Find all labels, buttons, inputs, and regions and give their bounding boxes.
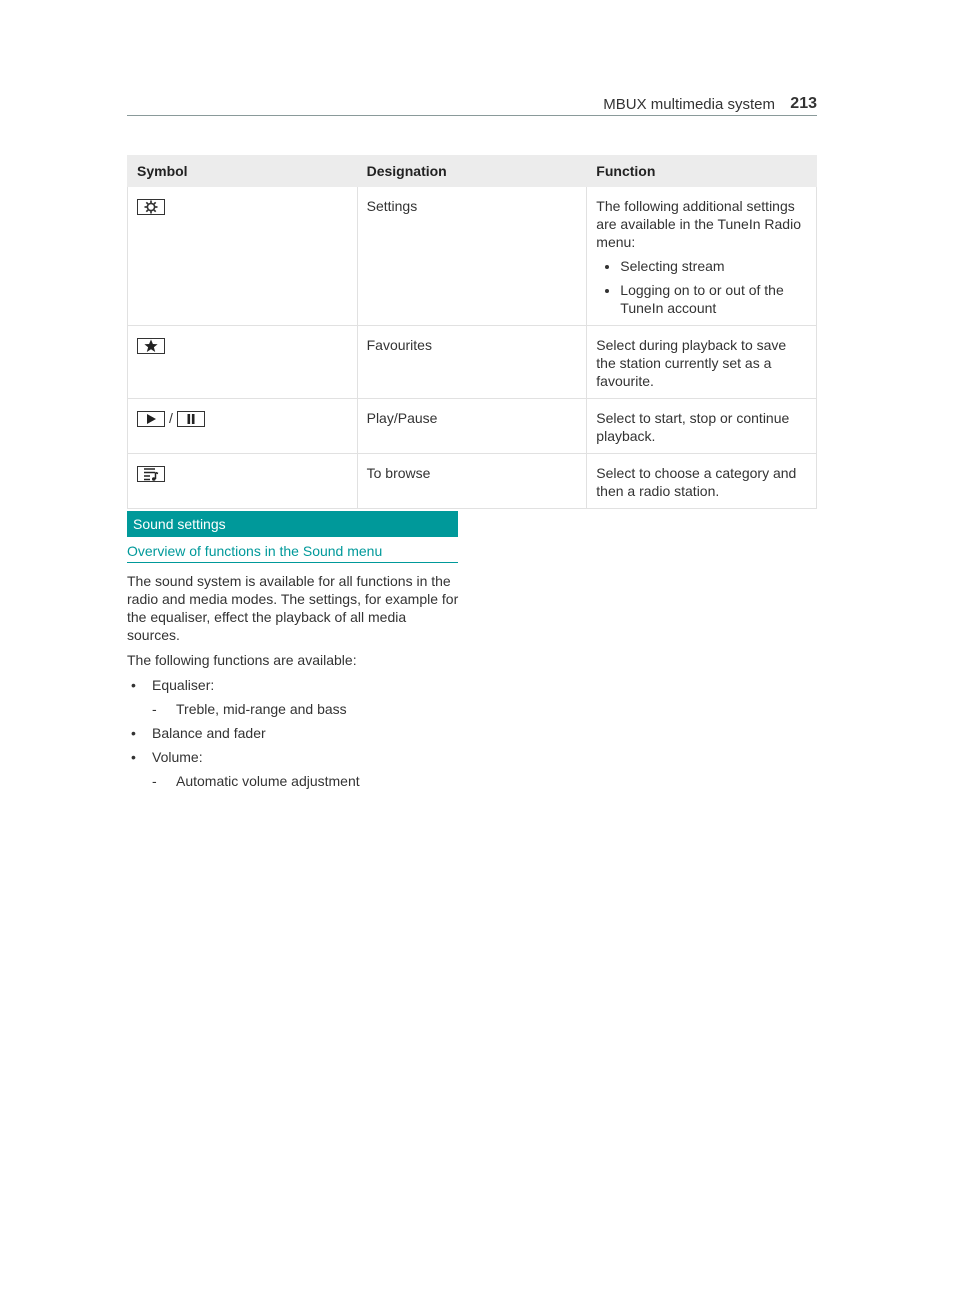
header-rule	[127, 115, 817, 116]
sound-settings-body	[127, 572, 462, 796]
function-text: The following additional settings are available in the TuneIn Radio menu:	[596, 198, 801, 250]
symbol-separator: /	[169, 410, 173, 426]
subheading: Overview of functions in the Sound menu	[127, 543, 458, 563]
sub-list-item	[127, 700, 462, 718]
bullet-glyph: •	[131, 725, 136, 741]
bullet-glyph: •	[131, 749, 136, 765]
intro-paragraph: The sound system is available for all functions in the radio and media modes. The settings, for example for the equaliser, effect the playback of all media sources.	[127, 573, 459, 643]
symbol-cell	[128, 454, 358, 509]
function-cell: Select to start, stop or continue playback.	[587, 399, 817, 454]
list-intro: The following functions are available:	[127, 652, 357, 668]
sub-list-item-label: Treble, mid-range and bass	[176, 701, 347, 717]
list-item	[127, 724, 462, 742]
list-item-label: Volume:	[152, 749, 203, 765]
sub-list-item-label: Automatic volume adjustment	[176, 773, 360, 789]
table-row	[128, 187, 817, 326]
symbol-cell	[128, 326, 358, 399]
sub-list-item	[127, 772, 462, 790]
symbol-table	[127, 155, 817, 509]
list-item: • Selecting stream	[620, 257, 807, 275]
function-cell: Select during playback to save the station currently set as a favourite.	[587, 326, 817, 399]
table-row	[128, 454, 817, 509]
table-row	[128, 326, 817, 399]
favourite-star-icon	[137, 338, 165, 354]
bullet-glyph: •	[131, 677, 136, 693]
play-icon	[137, 411, 165, 427]
browse-list-icon	[137, 466, 165, 482]
list-item: • Logging on to or out of the TuneIn account	[620, 281, 807, 317]
table-row	[128, 399, 817, 454]
list-item	[127, 676, 462, 694]
function-cell	[587, 187, 817, 326]
dash-glyph: -	[152, 701, 157, 717]
designation-cell: Play/Pause	[357, 399, 587, 454]
designation-cell: Settings	[357, 187, 587, 326]
section-title: MBUX multimedia system	[603, 96, 775, 113]
column-header-symbol: Symbol	[128, 156, 358, 187]
symbol-cell	[128, 399, 358, 454]
function-cell: Select to choose a category and then a radio station.	[587, 454, 817, 509]
table-header-row	[128, 156, 817, 187]
list-item-label: Equaliser:	[152, 677, 215, 693]
column-header-designation: Designation	[357, 156, 587, 187]
designation-cell: To browse	[357, 454, 587, 509]
dash-glyph: -	[152, 773, 157, 789]
page-header	[127, 96, 817, 116]
pause-icon	[177, 411, 205, 427]
column-header-function: Function	[587, 156, 817, 187]
page-number: 213	[790, 95, 817, 112]
symbol-cell	[128, 187, 358, 326]
designation-cell: Favourites	[357, 326, 587, 399]
section-banner: Sound settings	[127, 511, 458, 537]
function-bullet-list	[596, 257, 807, 317]
list-item	[127, 748, 462, 766]
list-item-label: Balance and fader	[152, 725, 266, 741]
settings-icon	[137, 199, 165, 215]
